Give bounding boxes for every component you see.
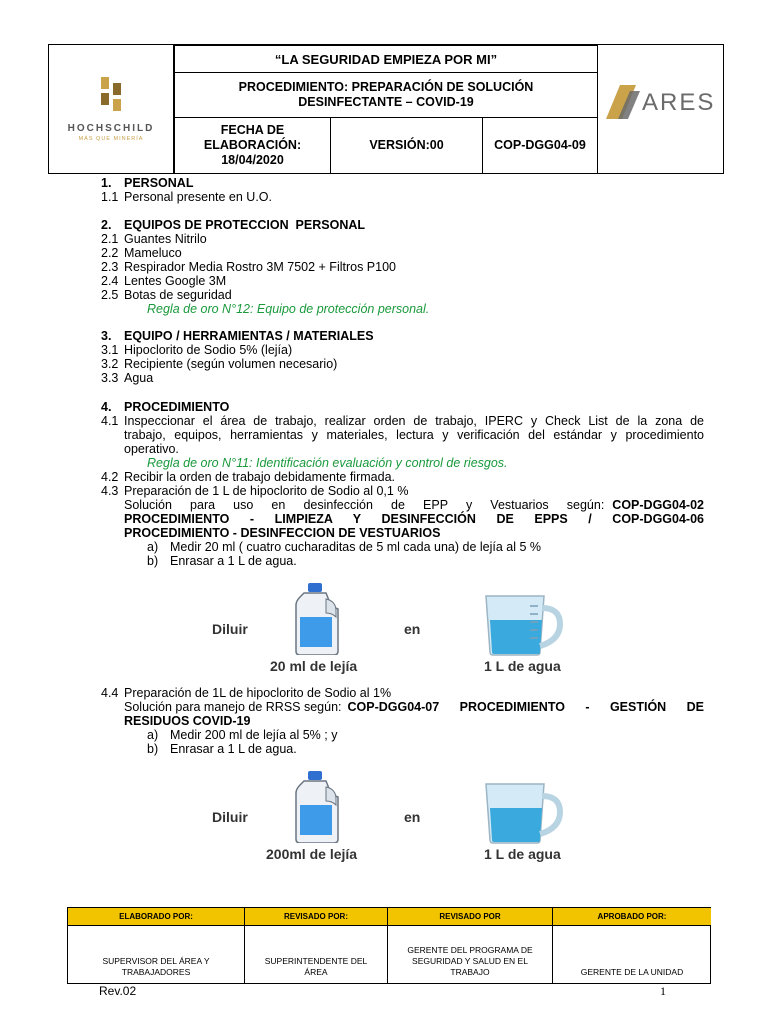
sig-elaborado-value: SUPERVISOR DEL ÁREA Y TRABAJADORES [68,926,245,984]
sig-header-revisado-1: REVISADO POR: [245,908,388,926]
golden-rule-12: Regla de oro N°12: Equipo de protección personal. [147,302,430,316]
hochschild-logo-cell [48,44,174,174]
item-4-2-num: 4.2 [101,470,119,484]
sig-header-revisado-2: REVISADO POR [388,908,553,926]
item-2-2: Mameluco [124,246,182,260]
item-2-4: Lentes Google 3M [124,274,227,288]
item-2-3: Respirador Media Rostro 3M 7502 + Filtros P100 [124,260,397,274]
ares-logo-name: ARES [642,89,716,116]
section-2-title: EQUIPOS DE PROTECCION PERSONAL [124,218,366,232]
sig-revisado-1-value: SUPERINTENDENTE DEL ÁREA [245,926,388,984]
item-4-3-a: Medir 20 ml ( cuatro cucharaditas de 5 ml cada una) de lejía al 5 % [170,540,542,554]
signature-table [67,907,711,984]
sig-aprobado-value: GERENTE DE LA UNIDAD [580,967,684,977]
item-4-3: Preparación de 1 L de hipoclorito de Sodio al 0,1 % [124,484,409,498]
item-4-3-b-label: b) [147,554,159,568]
item-4-1-line-2: trabajo, equipos, herramientas y materiales, lectura y verificación del estándar y procedimiento [124,428,704,442]
item-3-1: Hipoclorito de Sodio 5% (lejía) [124,343,293,357]
fecha-label: FECHA DE ELABORACIÓN: [203,123,302,152]
item-4-3-solution-line-3: PROCEDIMIENTO - DESINFECCION DE VESTUARIOS [124,526,441,540]
item-3-3: Agua [124,371,154,385]
item-4-1-line-1: Inspeccionar el área de trabajo, realizar orden de trabajo, IPERC y Check List de la zona de [124,414,704,428]
sig-header-aprobado: APROBADO POR: [553,908,711,926]
item-4-1-line-3: operativo. [124,442,179,456]
item-4-4-a: Medir 200 ml de lejía al 5% ; y [170,728,338,742]
bleach-bottle-icon [292,771,342,843]
fecha-cell [174,117,331,174]
figure-2-diluir: Diluir [212,809,248,825]
document-code: COP-DGG04-09 [482,117,598,174]
hochschild-logo-tagline: MÁS QUE MINERÍA [78,136,144,142]
section-2-number: 2. [101,218,112,232]
item-4-3-b: Enrasar a 1 L de agua. [170,554,297,568]
item-4-3-num: 4.3 [101,484,119,498]
item-4-4-solution-line-1 [124,700,704,714]
item-4-4-b-label: b) [147,742,159,756]
item-2-1-num: 2.1 [101,232,119,246]
fecha-value: 18/04/2020 [221,153,284,167]
figure-1-diluir: Diluir [212,621,248,637]
section-4-title: PROCEDIMIENTO [124,400,230,414]
figure-1-en: en [404,621,421,637]
item-4-4-a-label: a) [147,728,159,742]
item-4-4-num: 4.4 [101,686,119,700]
sig-header-elaborado: ELABORADO POR: [68,908,245,926]
item-2-5-num: 2.5 [101,288,119,302]
figure-1-bleach-label: 20 ml de lejía [270,658,358,674]
measuring-jug-icon [482,782,564,844]
measuring-jug-icon [482,594,564,656]
figure-2-en: en [404,809,421,825]
golden-rule-11: Regla de oro N°11: Identificación evaluación y control de riesgos. [147,456,508,470]
item-4-2: Recibir la orden de trabajo debidamente firmada. [124,470,395,484]
hochschild-logo-icon [97,75,129,119]
item-3-2-num: 3.2 [101,357,119,371]
page-number: 1 [660,984,666,998]
figure-1-water-label: 1 L de agua [484,658,561,674]
item-4-3-a-label: a) [147,540,159,554]
procedure-title: PROCEDIMIENTO: PREPARACIÓN DE SOLUCIÓN DESINFECTANTE – COVID-19 [174,72,598,118]
item-2-4-num: 2.4 [101,274,119,288]
bleach-bottle-icon [292,583,342,655]
item-3-3-num: 3.3 [101,371,119,385]
item-2-1: Guantes Nitrilo [124,232,207,246]
item-4-4-solution-code: COP-DGG04-07 PROCEDIMIENTO - GESTIÓN DE [347,700,704,714]
section-3-title: EQUIPO / HERRAMIENTAS / MATERIALES [124,329,374,343]
section-4-number: 4. [101,400,112,414]
item-3-2: Recipiente (según volumen necesario) [124,357,338,371]
item-4-4: Preparación de 1L de hipoclorito de Sodio al 1% [124,686,392,700]
header-table [173,44,598,174]
item-2-5: Botas de seguridad [124,288,232,302]
item-4-1-num: 4.1 [101,414,119,428]
revision-label: Rev.02 [99,984,137,998]
hochschild-logo-name: HOCHSCHILD [67,123,155,134]
ares-logo-icon [606,83,642,121]
item-2-3-num: 2.3 [101,260,119,274]
item-3-1-num: 3.1 [101,343,119,357]
section-1-number: 1. [101,176,112,190]
item-4-3-solution-line-2: PROCEDIMIENTO - LIMPIEZA Y DESINFECCIÓN DE EPPS / COP-DGG04-06 [124,512,704,526]
item-1-1: Personal presente en U.O. [124,190,272,204]
item-4-4-solution-line-2: RESIDUOS COVID-19 [124,714,251,728]
item-1-1-num: 1.1 [101,190,119,204]
item-4-4-solution-text: Solución para manejo de RRSS según: [124,700,342,714]
item-4-4-b: Enrasar a 1 L de agua. [170,742,297,756]
section-3-number: 3. [101,329,112,343]
figure-2-water-label: 1 L de agua [484,846,561,862]
ares-logo-cell [597,44,724,174]
item-4-3-solution-text: Solución para uso en desinfección de EPP y Vestuarios según: [124,498,605,512]
figure-2-bleach-label: 200ml de lejía [266,846,358,862]
item-4-3-solution-code: COP-DGG04-02 [612,498,704,512]
sig-revisado-2-value: GERENTE DEL PROGRAMA DE SEGURIDAD Y SALUD EN EL TRABAJO [388,926,553,984]
version: VERSIÓN:00 [330,117,483,174]
section-1-title: PERSONAL [124,176,194,190]
item-4-3-solution-line-1 [124,498,704,512]
item-2-2-num: 2.2 [101,246,119,260]
slogan: “LA SEGURIDAD EMPIEZA POR MI” [174,45,598,73]
